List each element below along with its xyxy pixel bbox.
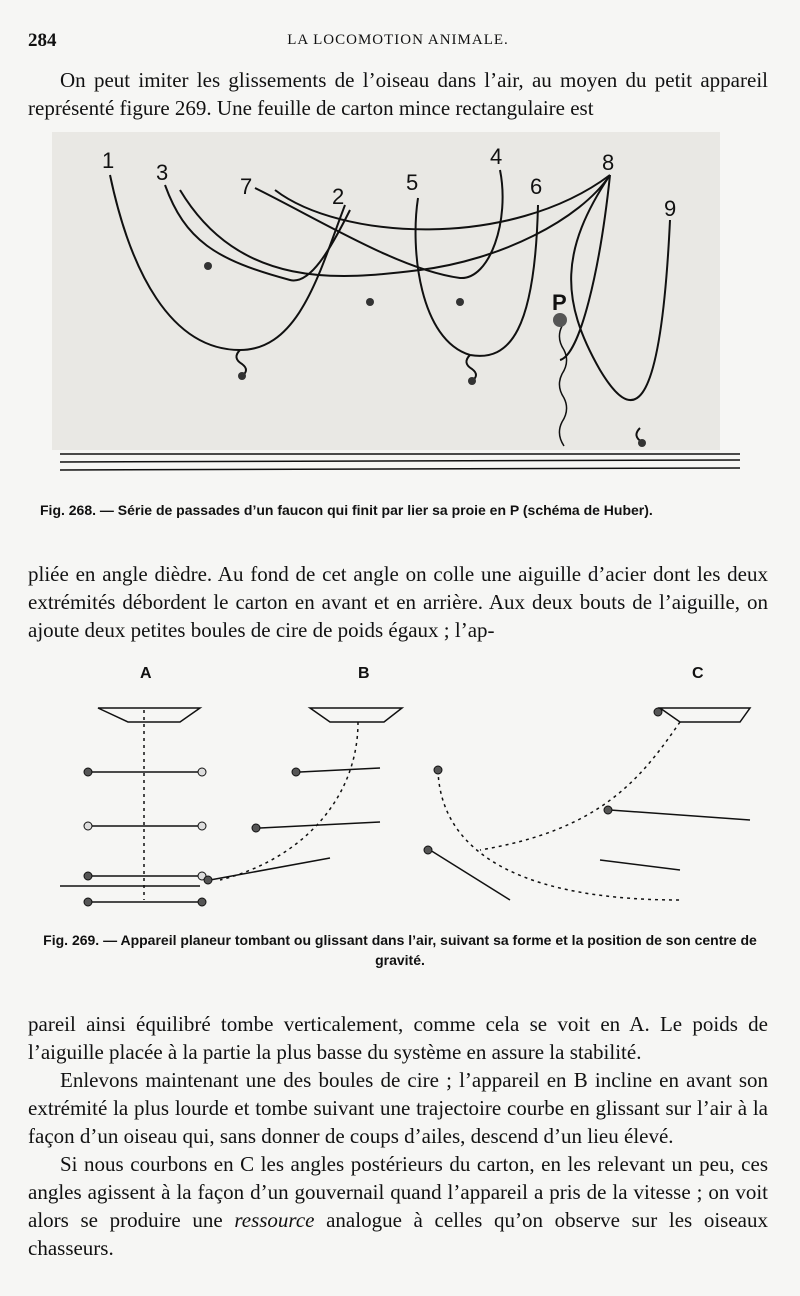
trajectory-line [438,770,680,900]
panel-label: A [140,665,152,682]
wax-ball [424,846,432,854]
wax-ball [84,822,92,830]
falcon-passes-diagram [40,130,760,490]
paragraph-2-block [28,560,768,644]
bird-marker [366,298,374,306]
glider-shape [660,708,750,722]
needle-line [600,860,680,870]
figure-269-caption [40,930,760,970]
figure-label: Fig. 268. [40,502,97,518]
needle-line [260,822,380,828]
bird-marker [456,298,464,306]
marker-label: 3 [156,160,169,185]
panel-label: C [692,665,704,682]
bird-marker [638,439,646,447]
figure-label: Fig. 269. [43,932,100,948]
figure-269 [40,660,760,920]
paragraph: pareil ainsi équilibré tombe verticalement, comme cela se voit en A. Le poids de l’aiguille placée à la partie la plus basse du système en assure la stabilité. [28,1012,768,1064]
wax-ball [84,872,92,880]
marker-label: 4 [490,144,503,169]
wax-ball [198,768,206,776]
marker-label: 5 [406,170,419,195]
trajectory-line [480,722,680,850]
needle-line [300,768,380,772]
marker-label: 1 [102,148,115,173]
panel-label: B [358,665,370,682]
bird-marker [238,372,246,380]
paragraph: Enlevons maintenant une des boules de cire ; l’appareil en B incline en avant son extrémité la plus lourde et tombe suivant une trajectoire courbe en glissant sur l’air à la façon d’un oiseau qui, sans donner de coups d’ailes, descend d’un lieu élevé. [28,1068,768,1148]
ground-line [60,460,740,462]
glider-shape [98,708,200,722]
wax-ball [604,806,612,814]
page-number: 284 [28,30,57,51]
wax-ball [198,898,206,906]
wax-ball [252,824,260,832]
marker-label: 6 [530,174,543,199]
wax-ball [654,708,662,716]
needle-line [610,810,750,820]
needle-line [210,858,330,880]
marker-label: 9 [664,196,677,221]
trajectory-line [220,722,358,880]
ground-line [60,468,740,470]
paragraph: On peut imiter les glissements de l’oiseau dans l’air, au moyen du petit appareil représenté figure 269. Une feuille de carton mince rectangulaire est [28,68,768,120]
paragraph-3-block [28,1010,768,1262]
marker-label: 7 [240,174,253,199]
figure-268 [40,130,760,490]
bird-marker [204,262,212,270]
page-header [28,28,768,58]
paragraph-text: analogue à celles qu’on observe sur les oiseaux chasseurs. [28,1208,768,1260]
marker-label: 2 [332,184,345,209]
bird-marker [468,377,476,385]
glider-shape [310,708,402,722]
wax-ball [204,876,212,884]
paragraph [28,1150,768,1262]
marker-label: P [552,290,567,315]
caption-text: — Appareil planeur tombant ou glissant dans l’air, suivant sa forme et la position de son centre de gravité. [99,932,757,968]
paragraph-1-block [28,66,768,122]
italic-term: ressource [234,1208,315,1232]
wax-ball [292,768,300,776]
marker-label: 8 [602,150,615,175]
glider-diagram [40,660,760,920]
figure-268-caption [40,500,760,520]
caption-text: — Série de passades d’un faucon qui finit par lier sa proie en P (schéma de Huber). [96,502,653,518]
wax-ball [434,766,442,774]
running-head: LA LOCOMOTION ANIMALE. [287,32,509,48]
wax-ball [84,898,92,906]
wax-ball [84,768,92,776]
wax-ball [198,822,206,830]
paragraph: pliée en angle dièdre. Au fond de cet angle on colle une aiguille d’acier dont les deux extrémités débordent le carton en avant et en arrière. Aux deux bouts de l’aiguille, on ajoute deux petites boules de cire de poids égaux ; l’ap- [28,562,768,642]
needle-line [430,850,510,900]
paragraph-text: Si nous courbons en C les angles postérieurs du carton, en les relevant un peu, ces angles agissent à la façon d’un gouvernail quand l’appareil a pris de la vitesse ; on voit alors se produire une [28,1152,768,1232]
prey-marker [553,313,567,327]
